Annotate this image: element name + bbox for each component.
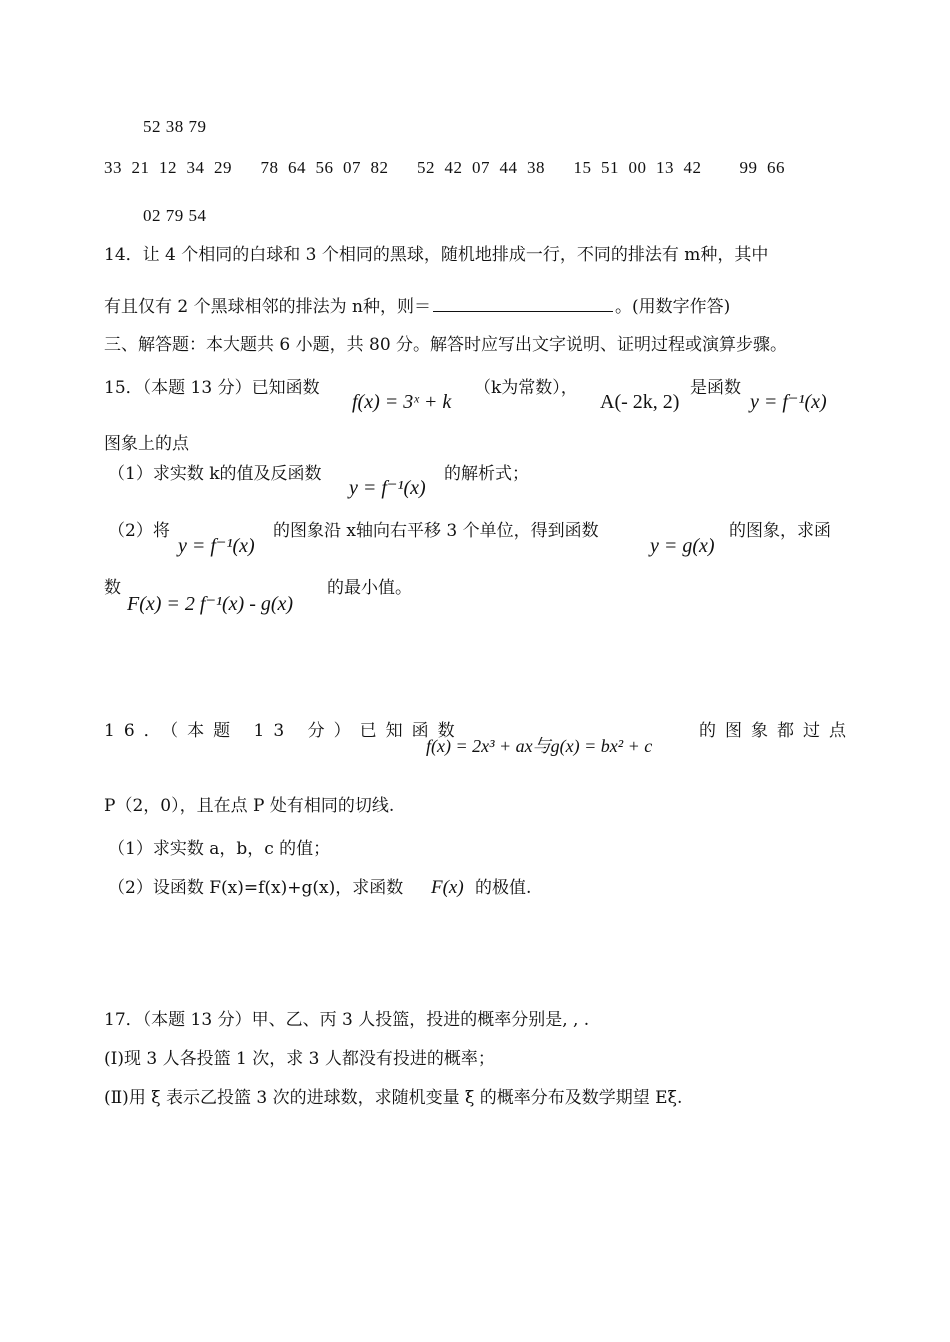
q16-intro: 16．（本题 13 分）已知函数 (104, 721, 464, 741)
q15-part-2-text-2: 的图象，求函 (729, 521, 831, 541)
q16-part-2: （2）设函数 F(x)=f(x)+g(x)，求函数 (108, 878, 404, 898)
random-table-row-3: 02 79 54 (143, 206, 207, 225)
q15-k-note: （k为常数）， (474, 378, 578, 398)
random-table-row-2: 33 21 12 34 29 78 64 56 07 82 52 42 07 44 38 15 51 00 13 42 99 66 (104, 158, 785, 177)
q15-is-function: 是函数 (690, 378, 741, 398)
q16-part-2-F: F(x) (431, 877, 464, 898)
q14-line-1: 14．让 4 个相同的白球和 3 个相同的黑球，随机地排成一行，不同的排法有 m种，其中 (104, 245, 769, 265)
q16-tail: 的图象都过点 (699, 721, 855, 741)
q17-part-1: (Ⅰ)现 3 人各投篮 1 次，求 3 人都没有投进的概率； (104, 1049, 495, 1069)
q15-part-2-text-3: 数 (104, 578, 121, 598)
q16-functions: f(x) = 2x³ + ax与g(x) = bx² + c (426, 736, 653, 756)
q15-part-2-F: F(x) = 2 f⁻¹(x) - g(x) (127, 593, 294, 615)
q15-part-1: （1）求实数 k的值及反函数 (108, 464, 322, 484)
q15-part-1-tail: 的解析式； (444, 464, 529, 484)
q14-line-2 (104, 295, 730, 316)
q15-tail: 图象上的点 (104, 434, 189, 454)
q15-part-2-tail: 的最小值。 (327, 578, 412, 598)
q15-intro: 15．（本题 13 分）已知函数 (104, 378, 320, 398)
q17-part-2: (Ⅱ)用 ξ 表示乙投篮 3 次的进球数，求随机变量 ξ 的概率分布及数学期望 Eξ. (104, 1088, 683, 1108)
q15-part-2-g: y = g(x) (650, 535, 715, 557)
q17-line-1: 17．（本题 13 分）甲、乙、丙 3 人投篮，投进的概率分别是, , . (104, 1010, 590, 1030)
q15-function-def: f(x) = 3ˣ + k (352, 391, 452, 413)
q15-part-2-text: 的图象沿 x轴向右平移 3 个单位，得到函数 (273, 521, 599, 541)
q14-line-2-tail: 。(用数字作答) (614, 297, 731, 317)
q15-part-2: （2）将 (108, 521, 170, 541)
q16-line-2: P（2，0），且在点 P 处有相同的切线. (104, 796, 395, 816)
q15-part-2-inverse: y = f⁻¹(x) (178, 535, 255, 557)
q16-part-1: （1）求实数 a，b，c 的值； (108, 839, 331, 859)
section-3-heading: 三、解答题：本大题共 6 小题，共 80 分。解答时应写出文字说明、证明过程或演算步骤。 (104, 335, 788, 355)
q16-part-2-tail: 的极值. (475, 878, 532, 898)
random-table-row-1: 52 38 79 (143, 117, 207, 136)
answer-blank[interactable] (433, 295, 613, 312)
q14-line-2-text: 有且仅有 2 个黑球相邻的排法为 n种，则＝ (104, 297, 431, 317)
q15-inverse-function: y = f⁻¹(x) (750, 391, 827, 413)
q15-part-1-inverse: y = f⁻¹(x) (349, 477, 426, 499)
q15-point-a: A(- 2k, 2) (600, 391, 680, 413)
